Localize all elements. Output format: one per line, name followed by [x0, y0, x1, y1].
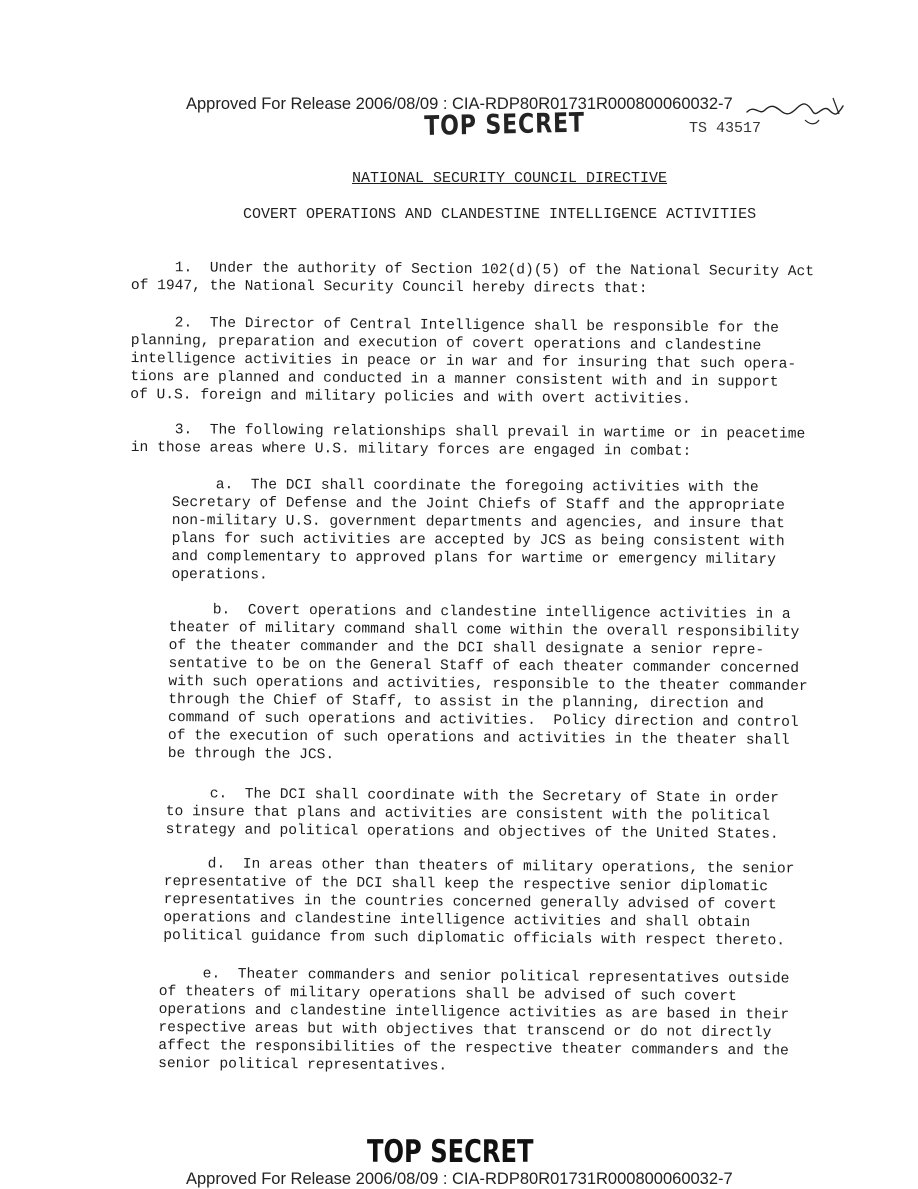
subparagraph-b: b. Covert operations and clandestine intelligence activities in a theater of military command shall come within the overall responsibility of the theater commander and the DCI shall designate a senior repre- sentative to be on the General Staff of each theater commander concerned with such operations and activities, responsible to the theater commander through the Chief of Staff, to assist in the planning, direction and command of such operations and activities. Policy direction and control of the execution of such operations and activities in the theater shall be through the JCS. [167, 601, 808, 764]
directive-title: NATIONAL SECURITY COUNCIL DIRECTIVE [352, 170, 668, 187]
subparagraph-a: a. The DCI shall coordinate the foregoing activities with the Secretary of Defense and the Joint Chiefs of Staff and the appropriate non-military U.S. government departments and agencies, and insure that plans for such activities are accepted by JCS as being consistent with and complementary to approved plans for wartime or emergency military operations. [171, 477, 785, 584]
classification-stamp-bottom: TOP SECRET [367, 1134, 534, 1170]
paragraph-1: 1. Under the authority of Section 102(d)(5) of the National Security Act of 1947, the National Security Council hereby directs that: [130, 259, 815, 298]
classification-stamp-top: TOP SECRET [424, 107, 586, 142]
ts-control-number: TS 43517 [689, 120, 762, 137]
subparagraph-c: c. The DCI shall coordinate with the Secretary of State in order to insure that plans and activities are consistent with the political strategy and political operations and objectives of the United States. [165, 785, 780, 843]
paragraph-2: 2. The Director of Central Intelligence shall be responsible for the planning, preparation and execution of covert operations and clandestine intelligence activities in peace or in war and for insuring that such opera- tions are planned and conducted in a manner consistent with and in support of U.S. foreign and military policies and with overt activities. [130, 314, 797, 408]
release-line-bottom: Approved For Release 2006/08/09 : CIA-RDP80R01731R000800060032-7 [186, 1170, 733, 1188]
subparagraph-d: d. In areas other than theaters of military operations, the senior representative of the DCI shall keep the respective senior diplomatic representatives in the countries concerned generally advised of covert operations and clandestine intelligence activities and shall obtain political guidance from such diplomatic officials with respect thereto. [163, 855, 795, 950]
directive-subtitle: COVERT OPERATIONS AND CLANDESTINE INTELLIGENCE ACTIVITIES [243, 206, 757, 223]
paragraph-3: 3. The following relationships shall prevail in wartime or in peacetime in those areas where U.S. military forces are engaged in combat: [130, 421, 806, 460]
release-line-top: Approved For Release 2006/08/09 : CIA-RDP80R01731R000800060032-7 [186, 95, 733, 113]
subparagraph-e: e. Theater commanders and senior political representatives outside of theaters of military operations shall be advised of such covert operations and clandestine intelligence activities as are based in their respective areas but with objectives that transcend or do not directly affect the responsibilities of the respective theater commanders and the senior political representatives. [158, 965, 790, 1075]
handwritten-signature-icon [745, 90, 845, 130]
